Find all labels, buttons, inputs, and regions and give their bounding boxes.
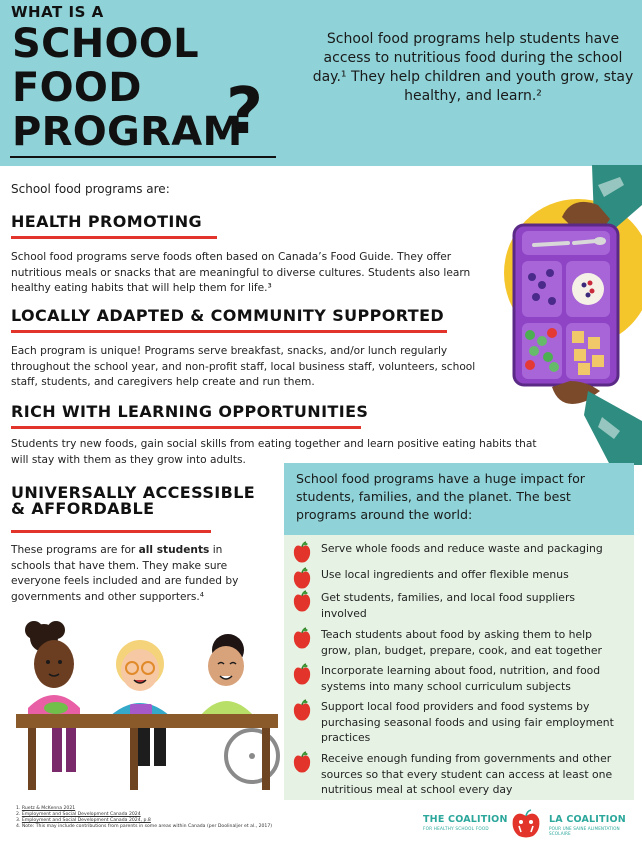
- footnote-text: Note: This may include contributions from parents in some areas within Canada (per Doolinaljer et al., 2017): [21, 824, 273, 829]
- apple-icon: [292, 541, 312, 563]
- section-body-learning: Students try new foods, gain social skills from eating together and learn positive eating habits that will stay with them as they grow into adults.: [11, 438, 537, 466]
- title-line-1: SCHOOL: [12, 21, 199, 67]
- title-line-3: PROGRAM: [12, 109, 243, 155]
- logo-sub-fr: POUR UNE SAINE ALIMENTATION SCOLAIRE: [549, 826, 620, 836]
- footnote-4: [16, 824, 272, 830]
- apple-icon: [292, 699, 312, 721]
- yogurt-bowl: [572, 273, 604, 305]
- spoon-bowl: [594, 237, 606, 245]
- footnote-link[interactable]: Employment and Social Development Canada 2024: [21, 812, 141, 817]
- section-title-local: LOCALLY ADAPTED & COMMUNITY SUPPORTED: [11, 306, 445, 325]
- title-kicker: WHAT IS A: [11, 3, 104, 21]
- section-body-accessible: [11, 543, 259, 605]
- intro-text: School food programs help students have access to nutritious food during the school day.¹ They help children and youth grow, stay healthy, and learn.²: [312, 31, 634, 104]
- footnotes: [16, 806, 272, 830]
- question-mark: ?: [226, 75, 264, 149]
- impact-bullet-text-1: Serve whole foods and reduce waste and packaging: [321, 542, 603, 555]
- section-rule-accessible: [11, 530, 211, 533]
- footnote-link[interactable]: Ruetz & McKenna 2021: [21, 806, 76, 811]
- section-body-health: School food programs serve foods often based on Canada’s Food Guide. They offer nutritious meals or snacks that are meaningful to diverse cultures. Students also learn healthy eating habits that will help them for life.³: [11, 251, 471, 294]
- impact-bullet-text-7: Receive enough funding from governments and other sources so that every student can access at least one nutritious meal at school every day: [321, 752, 613, 796]
- impact-bullet-text-6: Support local food providers and food systems by purchasing seasonal foods and using fair employment practices: [321, 700, 614, 744]
- title-line-2: FOOD: [12, 65, 142, 111]
- table-top: [16, 714, 278, 728]
- apple-icon: [292, 663, 312, 685]
- impact-bullet-text-2: Use local ingredients and offer flexible menus: [321, 568, 569, 581]
- apple-icon: [292, 590, 312, 612]
- lead-text: School food programs are:: [11, 182, 170, 196]
- section-title-accessible-2: & AFFORDABLE: [11, 499, 155, 518]
- accessible-text-bold: all students: [138, 544, 210, 556]
- footnote-number: 4.: [16, 824, 21, 829]
- section-rule-local: [11, 330, 447, 333]
- apple-icon: [292, 567, 312, 589]
- logo-name-fr: LA COALITION: [549, 814, 626, 825]
- logo-sub-en: FOR HEALTHY SCHOOL FOOD: [423, 826, 489, 831]
- apple-icon: [292, 627, 312, 649]
- impact-bullet-text-5: Incorporate learning about food, nutrition, and food systems into many school curriculum subjects: [321, 664, 601, 693]
- lunch-tray-illustration: [500, 165, 642, 465]
- section-title-learning: RICH WITH LEARNING OPPORTUNITIES: [11, 402, 369, 421]
- section-rule-health: [11, 236, 217, 239]
- footnote-link[interactable]: Employment and Social Development Canada 2024, p.8: [21, 818, 151, 823]
- spoon-icon: [574, 241, 596, 243]
- child-face-3: [208, 646, 244, 686]
- impact-heading: School food programs have a huge impact for students, families, and the planet. The best programs around the world:: [296, 471, 585, 522]
- apple-icon: [292, 751, 312, 773]
- section-rule-learning: [11, 426, 361, 429]
- footnote-number: 2.: [16, 812, 21, 817]
- section-title-accessible-1: UNIVERSALLY ACCESSIBLE: [11, 483, 256, 502]
- section-title-health: HEALTH PROMOTING: [11, 212, 203, 231]
- children-eating-illustration: [12, 620, 282, 798]
- title-underline: [10, 156, 276, 158]
- child-face-1: [34, 640, 74, 688]
- coalition-apple-logo-icon: [508, 808, 544, 838]
- section-body-local: Each program is unique! Programs serve breakfast, snacks, and/or lunch regularly throughout the school year, and non-profit staff, local business staff, volunteers, school staff, students, and caregivers help create and run them.: [11, 345, 476, 388]
- impact-bullet-text-4: Teach students about food by asking them to help grow, plan, budget, prepare, cook, and eat together: [321, 628, 602, 657]
- logo-name-en: THE COALITION: [423, 814, 508, 825]
- accessible-text-pre: These programs are for: [11, 544, 139, 556]
- impact-bullet-text-3: Get students, families, and local food suppliers involved: [321, 591, 576, 620]
- footnote-number: 3.: [16, 818, 21, 823]
- fork-icon: [534, 243, 568, 245]
- footnote-number: 1.: [16, 806, 21, 811]
- accessible-text-post: in schools that have them. They make sure everyone feels included and are funded by governments and other supporters.⁴: [11, 544, 239, 603]
